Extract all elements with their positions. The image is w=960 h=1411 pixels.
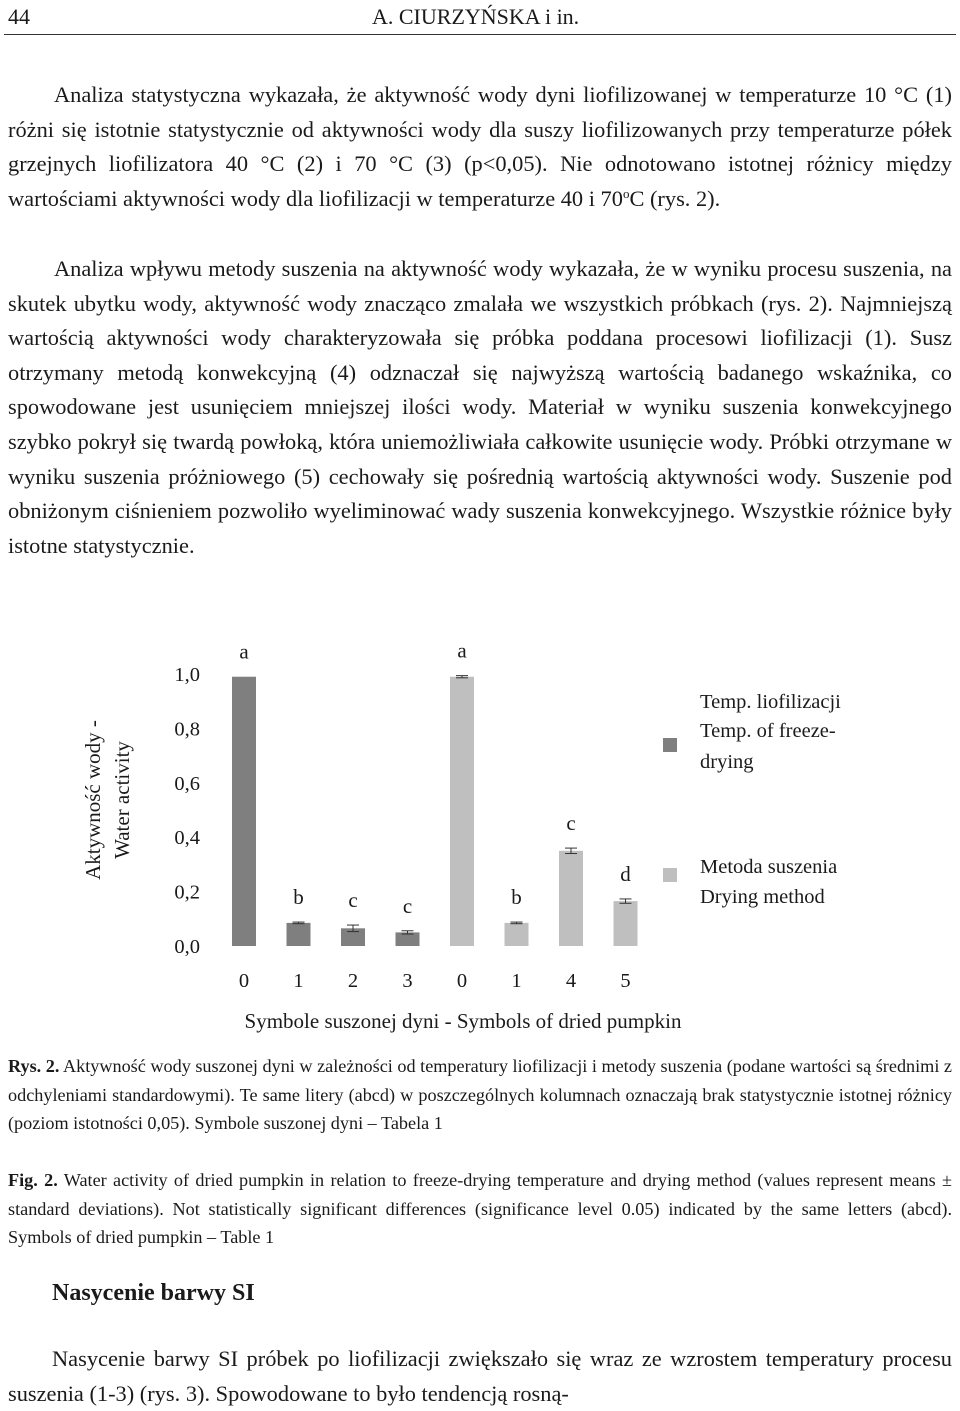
paragraph-3-text: Nasycenie barwy SI próbek po liofilizacji zwiększało się wraz ze wzrostem temperatury procesu suszenia (1-3) (rys. 3). Spowodowane to było tendencją rosną- — [8, 1346, 952, 1406]
water-activity-bar-chart — [0, 630, 960, 1040]
y-tick-label: 0,8 — [174, 718, 200, 741]
x-tick-label: 0 — [238, 970, 250, 992]
section-heading: Nasycenie barwy SI — [52, 1280, 255, 1306]
chart-legend — [663, 691, 841, 908]
figure-caption-polish — [8, 1052, 952, 1138]
significance-letter: a — [457, 638, 467, 663]
legend-label-freeze-drying-line-3: drying — [700, 751, 754, 773]
x-tick-label: 5 — [620, 970, 631, 992]
paragraph-1-end: C (rys. 2). — [629, 185, 721, 211]
y-tick-label: 0,0 — [174, 936, 200, 958]
bar — [559, 851, 583, 946]
x-axis-ticks — [239, 970, 631, 992]
error-bar — [456, 676, 468, 678]
figure-caption-english — [8, 1166, 952, 1252]
y-tick-label: 0,6 — [174, 772, 200, 795]
y-axis-label-line-1: Aktywność wody - — [81, 720, 105, 880]
x-tick-label: 1 — [511, 970, 522, 992]
caption-text-pl: Aktywność wody suszonej dyni w zależności od temperatury liofilizacji i metody suszenia (podane wartości są średnimi z odchyleniami standardowymi). Te same litery (abcd) w poszczególnych kolumnach oznaczają brak statystycznie istotnej różnicy (poziom istotności 0,05). Symbole suszonej dyni – Tabela 1 — [8, 1056, 953, 1134]
paragraph-2-text: Analiza wpływu metody suszenia na aktywność wody wykazała, że w wyniku procesu suszenia, na skutek ubytku wody, aktywność wody znacząco zmalała we wszystkich próbkach (rys. 2). Najmniejszą wartością aktywności wody charakteryzowała się próbka poddana procesowi liofilizacji (1). Susz otrzymany metodą konwekcyjną (4) odznaczał się najwyższą wartością badanego wskaźnika, co spowodowane jest usunięciem mniejszej ilości wody. Materiał w wyniku suszenia konwekcyjnego szybko pokrył się twardą powłoką, która uniemożliwiała całkowite usunięcie wody. Próbki otrzymane w wyniku suszenia próżniowego (5) cechowały się pośrednią wartością aktywności wody. Suszenie pod obniżonym ciśnieniem pozwoliło wyeliminować wady suszenia konwekcyjnego. Wszystkie różnice były istotne statystycznie. — [8, 256, 952, 558]
x-axis-label: Symbole suszonej dyni - Symbols of dried pumpkin — [244, 1009, 682, 1033]
caption-label-en: Fig. 2. — [8, 1170, 58, 1190]
significance-letter: d — [620, 861, 631, 886]
y-tick-label: 0,4 — [174, 827, 200, 850]
x-tick-label: 0 — [456, 970, 468, 992]
bar — [450, 677, 474, 946]
paragraph-drying-method — [8, 252, 952, 563]
y-tick-label: 1,0 — [174, 664, 200, 686]
page-number: 44 — [8, 4, 30, 29]
running-title: A. CIURZYŃSKA i in. — [372, 4, 580, 29]
legend-label-freeze-drying-line-1: Temp. liofilizacji — [700, 691, 841, 713]
bar — [232, 677, 256, 946]
significance-letter: a — [239, 639, 249, 664]
header-rule — [4, 34, 956, 35]
legend-label-drying-method-line-2: Drying method — [700, 886, 825, 908]
caption-label-pl: Rys. 2. — [8, 1056, 60, 1076]
y-axis-ticks — [174, 664, 200, 958]
degree-superscript: o — [622, 185, 630, 201]
page-header — [0, 0, 960, 34]
paragraph-saturation — [8, 1342, 952, 1411]
caption-text-en: Water activity of dried pumpkin in relation to freeze-drying temperature and drying method (values represent means ± standard deviations). Not statistically significant differences (significance level 0.05) indicated by the same letters (abcd). Symbols of dried pumpkin – Table 1 — [8, 1170, 952, 1248]
x-tick-label: 3 — [402, 970, 413, 992]
x-tick-label: 2 — [347, 970, 359, 992]
significance-letter: b — [511, 885, 522, 910]
bars — [232, 639, 638, 946]
legend-label-freeze-drying-line-2: Temp. of freeze- — [700, 720, 836, 742]
paragraph-water-activity-temperature — [8, 78, 952, 216]
significance-letter: b — [293, 885, 304, 910]
legend-label-drying-method-line-1: Metoda suszenia — [700, 856, 838, 878]
x-tick-label: 4 — [565, 970, 577, 992]
significance-letter: c — [402, 893, 413, 918]
legend-swatch-freeze-drying-temp — [663, 738, 677, 752]
legend-swatch-drying-method — [663, 868, 677, 882]
bar — [614, 901, 638, 946]
bar — [505, 923, 529, 946]
y-axis-label — [81, 720, 134, 880]
significance-letter: c — [348, 888, 358, 913]
paragraph-1-text: Analiza statystyczna wykazała, że aktywność wody dyni liofilizowanej w temperaturze 10 °C (1) różni się istotnie statystycznie od aktywności wody dla suszy liofilizowanych przy temperaturze półek grzejnych liofilizatora 40 °C (2) i 70 °C (3) (p<0,05). Nie odnotowano istotnej różnicy między wartościami aktywności wody dla liofilizacji w temperaturze 40 i 70 — [8, 82, 952, 211]
x-tick-label: 1 — [293, 970, 304, 992]
y-tick-label: 0,2 — [174, 881, 200, 904]
significance-letter: c — [566, 811, 576, 836]
y-axis-label-line-2: Water activity — [110, 741, 134, 859]
bar — [287, 923, 311, 946]
